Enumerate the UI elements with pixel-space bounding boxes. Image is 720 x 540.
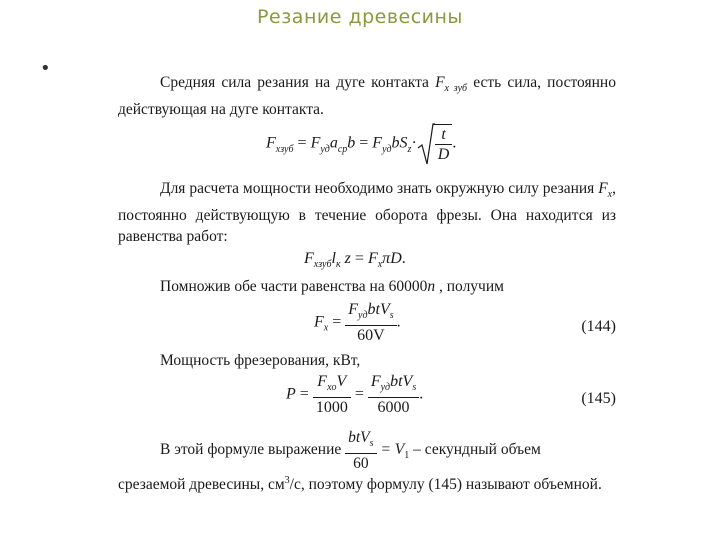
para5-fraction [345, 428, 376, 473]
paragraph-expression [160, 428, 616, 473]
para2-text-a: Для расчета мощности необходимо знать окружную силу резания [160, 180, 599, 197]
eq1-lhs-sub: xзуб [275, 143, 294, 155]
para3-text-a: Помножив обе части равенства на 60000 [160, 278, 428, 295]
paragraph-milling-power [118, 350, 616, 371]
eq3-end: . [396, 313, 401, 331]
para5-den: 60 [353, 455, 369, 473]
eq2-l: l [331, 250, 336, 267]
eq2-lhs-sub: xзуб [313, 259, 332, 271]
para2-text-b: , постоянно действующую в течение оборота фрезы. Она находится из равенства работ: [118, 180, 616, 246]
eq4-f2-num-sub2: s [412, 382, 417, 394]
eq3-num-sub: уд [358, 310, 368, 322]
paragraph-volume [118, 470, 616, 495]
para4-text-a: Мощность фрезерования, кВт, [160, 352, 361, 369]
eq1-u1-sub: уд [382, 143, 392, 155]
para1-text-a: Средняя сила резания на дуге контакта [160, 74, 436, 91]
equation-number-145: (145) [581, 390, 616, 407]
eq3-equals: = [328, 313, 346, 331]
eq1-equals: = [293, 134, 311, 152]
eq1-t2-sub: ср [337, 143, 348, 155]
eq1-sqrt-fraction [435, 125, 453, 164]
para5-num-sub: s [369, 438, 374, 450]
para1-text-b: есть сила, постоянно действующая на дуге контакта. [118, 74, 616, 119]
eq4-f2-num-sub: уд [380, 382, 391, 394]
eq4-f2-num-F: F [370, 373, 381, 390]
para2-var-F: F [598, 180, 608, 197]
eq2-rhs-sub: x [377, 259, 383, 271]
paragraph-average-force [118, 72, 616, 120]
eq3-num-sub2: s [389, 310, 394, 322]
eq1-dot: · [411, 134, 417, 152]
eq4-lhs: P [286, 385, 296, 403]
eq3-den: 60V [357, 327, 385, 345]
equation-2 [304, 248, 406, 275]
eq1-u2: bS [391, 134, 408, 152]
eq1-lhs: F [266, 134, 276, 152]
eq1-end: . [452, 134, 457, 152]
eq2-rhs: F [367, 250, 378, 267]
eq1-t1: F [310, 134, 321, 152]
para3-text-b: , получим [435, 278, 504, 295]
eq2-lhs: F [304, 250, 314, 267]
eq4-end: . [419, 385, 424, 403]
para5-num: btV [348, 429, 370, 446]
para6-text-a: срезаемой древесины, см [118, 476, 285, 494]
eq4-equals-2: = [350, 385, 368, 403]
slide-title: Резание древесины [257, 6, 463, 28]
paragraph-multiply [118, 276, 616, 297]
para5-text-b: – секундный объем [409, 441, 541, 459]
eq4-fraction-1 [313, 372, 351, 417]
eq4-f2-num-rest: btV [390, 373, 413, 390]
para2-var-F-sub: x [607, 189, 613, 201]
eq2-l-sub: к [335, 259, 341, 271]
eq3-num-rest: btV [367, 301, 390, 318]
eq1-u2-sub: z [407, 143, 412, 155]
para6-sup: 3 [284, 475, 290, 486]
eq3-num-F: F [348, 301, 359, 318]
eq4-f1-num-V: V [336, 373, 347, 390]
eq1-num: t [435, 125, 453, 145]
equation-number-144: (144) [581, 318, 616, 335]
sqrt-symbol [417, 124, 453, 164]
eq2-z: z [340, 250, 351, 267]
paragraph-power-calc [118, 178, 616, 247]
equation-3 [314, 300, 401, 345]
eq1-den: D [437, 146, 450, 163]
equation-4 [286, 372, 423, 417]
eq4-f1-den: 1000 [315, 399, 348, 417]
eq3-fraction [345, 300, 396, 345]
eq1-equals-2: = [355, 134, 373, 152]
eq3-lhs: F [314, 313, 324, 331]
eq4-equals: = [295, 385, 313, 403]
eq4-f1-num-sub: xо [327, 382, 337, 394]
para1-var-F: F [435, 74, 445, 91]
para1-var-F-sub: x зуб [444, 83, 468, 95]
para6-text-b: /с, поэтому формулу (145) называют объемной. [289, 476, 602, 494]
eq2-end: . [401, 250, 406, 267]
bullet-marker: • [40, 58, 51, 79]
eq2-rest: πD [382, 250, 402, 267]
eq1-t1-sub: уд [320, 143, 330, 155]
para5-equals-V: = V [376, 441, 405, 459]
eq1-u1: F [372, 134, 383, 152]
equation-1 [266, 124, 456, 164]
para5-V-sub: 1 [404, 450, 410, 462]
eq4-fraction-2 [368, 372, 419, 417]
eq1-t3: b [347, 134, 356, 152]
eq3-lhs-sub: x [323, 322, 329, 334]
para5-text-a: В этой формуле выражение [160, 441, 346, 459]
eq4-f2-den: 6000 [377, 399, 410, 417]
eq4-f1-num-F: F [317, 373, 328, 390]
eq2-equals: = [350, 250, 368, 267]
eq1-t2: a [329, 134, 338, 152]
para3-var-n: n [427, 278, 436, 295]
